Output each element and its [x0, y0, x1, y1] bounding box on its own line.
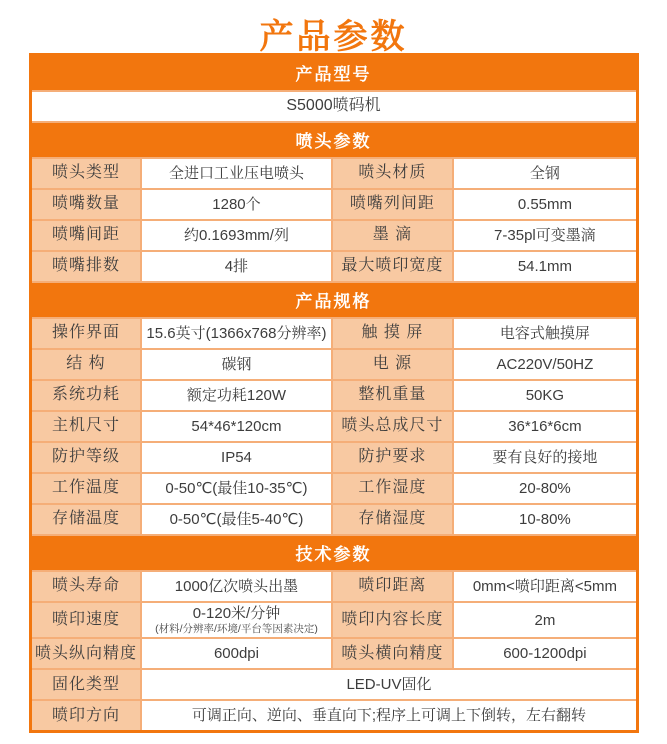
- spec-value: [454, 319, 635, 348]
- spec-label: [333, 159, 453, 188]
- spec-label: [32, 701, 141, 730]
- spec-value: [142, 252, 330, 281]
- spec-value: [142, 639, 330, 668]
- spec-label: [333, 381, 453, 410]
- cell-note: (材料/分辨率/环境/平台等因素决定): [155, 623, 318, 636]
- spec-label: [333, 572, 453, 601]
- cell-text: 防护要求: [358, 448, 427, 466]
- spec-value: [142, 412, 330, 441]
- spec-value: [454, 221, 635, 250]
- cell-text: 喷嘴数量: [51, 195, 120, 213]
- spec-value: [454, 350, 635, 379]
- spec-value: [142, 190, 330, 219]
- cell-text: 整机重量: [358, 386, 427, 404]
- cell-text: 0-50℃(最佳10-35℃): [165, 479, 308, 497]
- section-grid: [32, 159, 636, 281]
- cell-text: 喷头材质: [358, 164, 427, 182]
- spec-label: [32, 221, 141, 250]
- spec-value: [142, 319, 330, 348]
- spec-label: [32, 639, 141, 668]
- cell-text: 喷头总成尺寸: [341, 417, 444, 435]
- spec-label: [32, 474, 141, 503]
- spec-label: [333, 505, 453, 534]
- spec-value: [454, 443, 635, 472]
- spec-value: [454, 603, 635, 637]
- spec-value: [454, 159, 635, 188]
- section-header: 产品型号: [32, 56, 636, 90]
- cell-text: 固化类型: [51, 675, 120, 693]
- cell-text: AC220V/50HZ: [496, 355, 594, 373]
- spec-value: [142, 221, 330, 250]
- cell-text: 电容式触摸屏: [499, 324, 590, 342]
- cell-text: 喷印速度: [51, 610, 120, 628]
- spec-value: [142, 572, 330, 601]
- cell-text: 0.55mm: [517, 195, 572, 213]
- spec-label: [333, 221, 453, 250]
- cell-text: 额定功耗120W: [186, 386, 287, 404]
- cell-text: 系统功耗: [51, 386, 120, 404]
- cell-text: 防护等级: [51, 448, 120, 466]
- spec-label: [32, 505, 141, 534]
- spec-value: [142, 350, 330, 379]
- spec-label: [333, 603, 453, 637]
- cell-text: LED-UV固化: [346, 676, 432, 694]
- cell-text: 约0.1693mm/列: [183, 226, 289, 244]
- cell-text: 15.6英寸(1366x768分辨率): [146, 324, 327, 342]
- cell-text: 喷头寿命: [51, 577, 120, 595]
- cell-text: 喷嘴间距: [51, 226, 120, 244]
- cell-text: 全进口工业压电喷头: [168, 164, 304, 182]
- cell-text: 主机尺寸: [51, 417, 120, 435]
- spec-value: [454, 505, 635, 534]
- cell-text: 最大喷印宽度: [341, 257, 444, 275]
- section-header: 产品规格: [32, 283, 636, 317]
- spec-label: [32, 350, 141, 379]
- spec-label: [333, 443, 453, 472]
- spec-value: [454, 190, 635, 219]
- spec-value: [142, 443, 330, 472]
- cell-text: 喷头类型: [51, 164, 120, 182]
- cell-text: 喷印方向: [51, 706, 120, 724]
- cell-text: 可调正向、逆向、垂直向下;程序上可调上下倒转，左右翻转: [191, 707, 587, 725]
- cell-text: 触 摸 屏: [361, 324, 424, 342]
- spec-label: [32, 252, 141, 281]
- spec-value: [32, 92, 636, 121]
- cell-text: 全钢: [529, 164, 560, 182]
- cell-text: 2m: [534, 611, 556, 629]
- spec-label: [32, 381, 141, 410]
- cell-text: 600dpi: [213, 645, 259, 663]
- cell-text: 碳钢: [221, 355, 252, 373]
- cell-text: 10-80%: [519, 510, 571, 528]
- cell-text: 喷印距离: [358, 577, 427, 595]
- spec-value: [454, 381, 635, 410]
- spec-value: [454, 474, 635, 503]
- spec-label: [333, 252, 453, 281]
- spec-value: [142, 159, 330, 188]
- cell-text: 54.1mm: [517, 257, 572, 275]
- section-grid: [32, 92, 636, 121]
- section-grid: [32, 319, 636, 534]
- spec-value: [142, 505, 330, 534]
- cell-text: 1000亿次喷头出墨: [174, 577, 299, 595]
- spec-label: [32, 443, 141, 472]
- spec-value: [142, 670, 635, 699]
- cell-text: 0-50℃(最佳5-40℃): [169, 510, 304, 528]
- cell-text: 1280个: [212, 195, 261, 213]
- cell-text: 喷头横向精度: [341, 644, 444, 662]
- cell-text: 0-120米/分钟: [192, 605, 281, 622]
- spec-value: [142, 603, 330, 637]
- spec-label: [333, 474, 453, 503]
- cell-text: 喷印内容长度: [341, 610, 444, 628]
- cell-text: 7-35pl可变墨滴: [494, 226, 596, 244]
- cell-text: IP54: [221, 448, 252, 466]
- cell-text: 存储温度: [51, 510, 120, 528]
- cell-text: 要有良好的接地: [492, 448, 598, 466]
- section-header: 喷头参数: [32, 123, 636, 157]
- cell-text: 操作界面: [51, 324, 120, 342]
- cell-text: 存储湿度: [358, 510, 427, 528]
- cell-text: S5000喷码机: [286, 97, 381, 115]
- cell-text: 喷头纵向精度: [34, 644, 137, 662]
- cell-text: 喷嘴排数: [51, 257, 120, 275]
- cell-text: 电 源: [372, 355, 413, 373]
- cell-text: 喷嘴列间距: [349, 195, 435, 213]
- cell-text: 工作湿度: [358, 479, 427, 497]
- cell-text: 0mm<喷印距离<5mm: [472, 577, 617, 595]
- section-header: 技术参数: [32, 536, 636, 570]
- spec-label: [333, 190, 453, 219]
- cell-text: 结 构: [66, 355, 106, 373]
- cell-text: 工作温度: [51, 479, 120, 497]
- cell-text: 54*46*120cm: [191, 417, 282, 435]
- cell-text: 36*16*6cm: [508, 417, 582, 435]
- spec-value: [454, 572, 635, 601]
- section-grid: [32, 572, 636, 730]
- cell-text: 20-80%: [519, 479, 571, 497]
- spec-label: [333, 412, 453, 441]
- spec-value: [454, 639, 635, 668]
- cell-text: 50KG: [525, 386, 565, 404]
- spec-value: [454, 412, 635, 441]
- spec-value: [142, 474, 330, 503]
- spec-label: [32, 412, 141, 441]
- spec-label: [333, 350, 453, 379]
- cell-text: 600-1200dpi: [503, 645, 587, 663]
- spec-label: [32, 319, 141, 348]
- cell-text: 墨 滴: [372, 226, 413, 244]
- spec-value: [142, 701, 635, 730]
- spec-label: [333, 319, 453, 348]
- cell-text: 4排: [224, 257, 249, 275]
- spec-label: [32, 603, 141, 637]
- spec-label: [32, 572, 141, 601]
- spec-table: [29, 53, 639, 733]
- spec-label: [32, 190, 141, 219]
- spec-value: [454, 252, 635, 281]
- spec-label: [32, 159, 141, 188]
- spec-label: [32, 670, 141, 699]
- spec-value: [142, 381, 330, 410]
- spec-label: [333, 639, 453, 668]
- page-title: 产品参数: [259, 18, 408, 56]
